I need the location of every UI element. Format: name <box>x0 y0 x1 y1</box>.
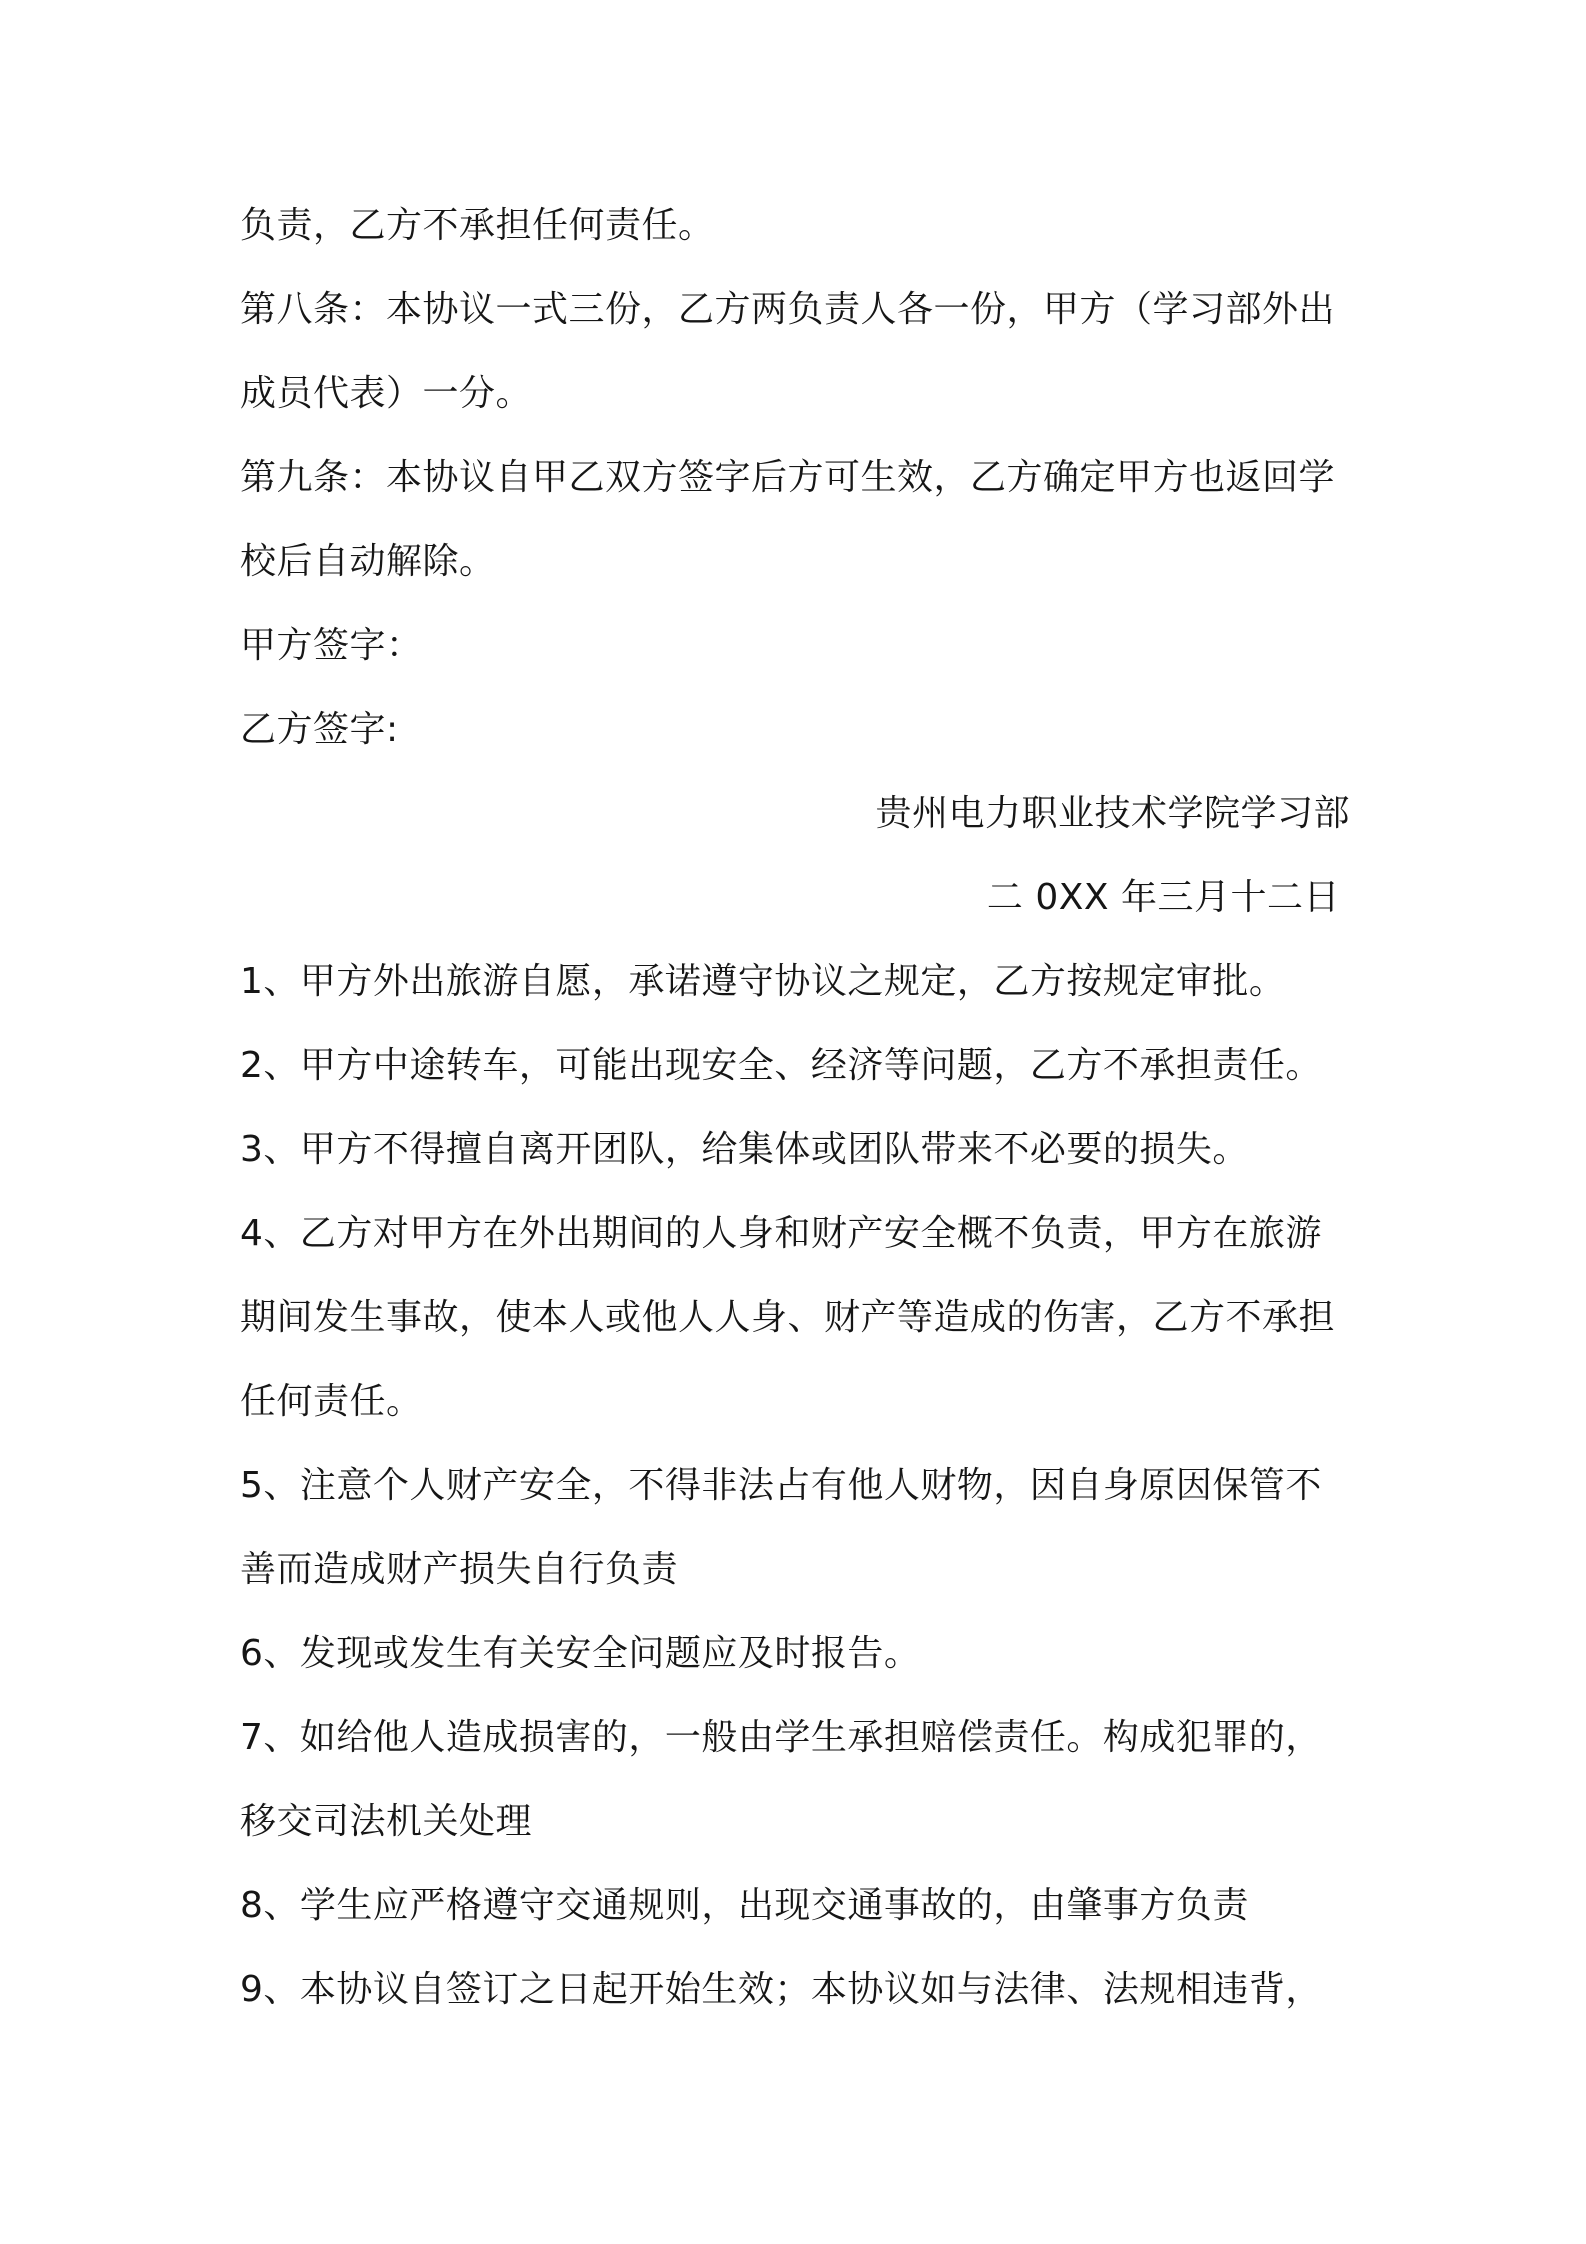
list-item-1: 1、甲方外出旅游自愿，承诺遵守协议之规定，乙方按规定审批。 <box>240 961 1286 1002</box>
list-item-8: 8、学生应严格遵守交通规则，出现交通事故的，由肇事方负责 <box>240 1885 1249 1926</box>
list-item-5: 5、注意个人财产安全，不得非法占有他人财物，因自身原因保管不 <box>240 1465 1322 1506</box>
document-date: 二 0XX 年三月十二日 <box>986 877 1340 918</box>
text-line-article-8-cont: 成员代表）一分。 <box>240 373 533 414</box>
party-b-signature-label: 乙方签字: <box>240 709 399 750</box>
text-line-responsibility: 负责，乙方不承担任何责任。 <box>240 205 715 246</box>
list-item-7: 7、如给他人造成损害的，一般由学生承担赔偿责任。构成犯罪的， <box>240 1717 1322 1758</box>
list-item-6: 6、发现或发生有关安全问题应及时报告。 <box>240 1633 921 1674</box>
list-item-4: 4、乙方对甲方在外出期间的人身和财产安全概不负责，甲方在旅游 <box>240 1213 1322 1254</box>
text-line-article-8: 第八条：本协议一式三份，乙方两负责人各一份，甲方（学习部外出 <box>240 289 1336 330</box>
list-item-9: 9、本协议自签订之日起开始生效；本协议如与法律、法规相违背， <box>240 1969 1322 2010</box>
list-item-5-cont: 善而造成财产损失自行负责 <box>240 1549 679 1590</box>
text-line-article-9-cont: 校后自动解除。 <box>240 541 496 582</box>
list-item-7-cont: 移交司法机关处理 <box>240 1801 533 1842</box>
list-item-4-cont-2: 任何责任。 <box>240 1381 423 1422</box>
text-line-article-9: 第九条：本协议自甲乙双方签字后方可生效，乙方确定甲方也返回学 <box>240 457 1336 498</box>
organization-name: 贵州电力职业技术学院学习部 <box>875 793 1350 834</box>
party-a-signature-label: 甲方签字： <box>240 625 423 666</box>
list-item-4-cont-1: 期间发生事故，使本人或他人人身、财产等造成的伤害，乙方不承担 <box>240 1297 1336 1338</box>
list-item-3: 3、甲方不得擅自离开团队，给集体或团队带来不必要的损失。 <box>240 1129 1249 1170</box>
list-item-2: 2、甲方中途转车，可能出现安全、经济等问题，乙方不承担责任。 <box>240 1045 1322 1086</box>
